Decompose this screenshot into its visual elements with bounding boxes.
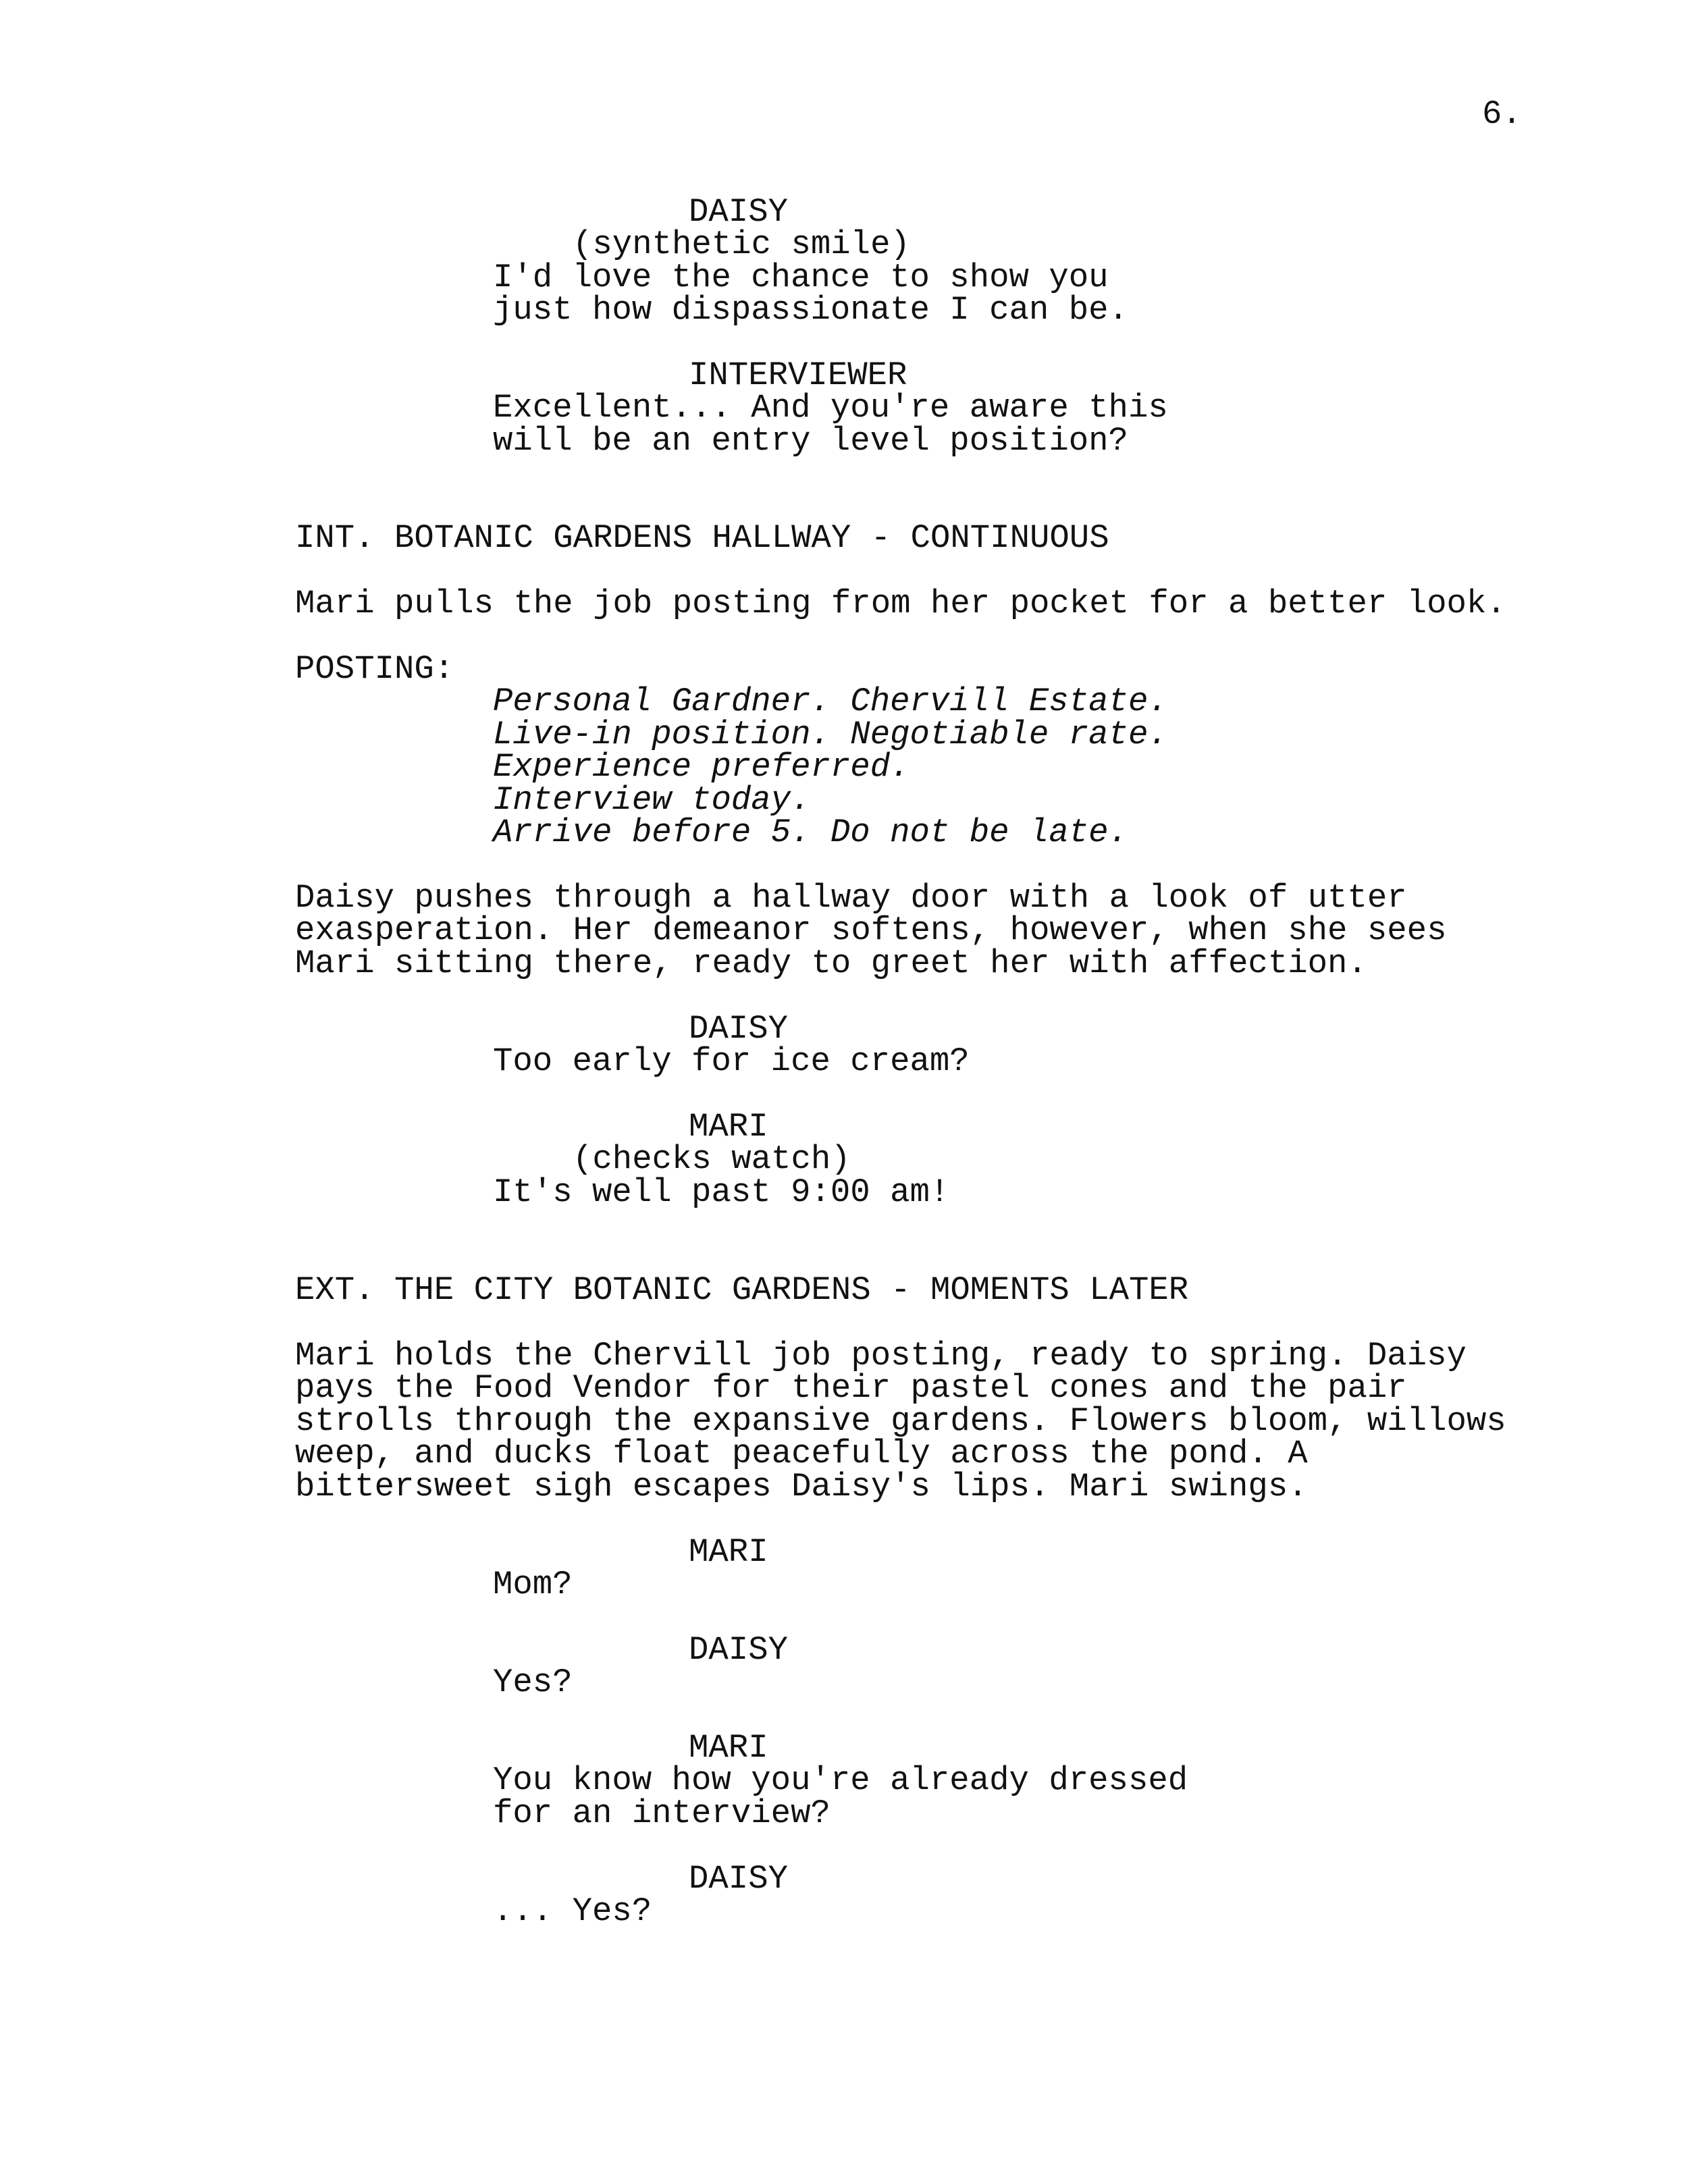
dialogue-line: just how dispassionate I can be. xyxy=(493,291,1128,329)
action-line: exasperation. Her demeanor softens, however, when she sees xyxy=(295,911,1447,949)
dialogue-line: Mom? xyxy=(493,1566,573,1603)
dialogue-line: You know how you're already dressed xyxy=(493,1761,1188,1799)
parenthetical: (synthetic smile) xyxy=(573,225,910,263)
dialogue-line: Too early for ice cream? xyxy=(493,1042,970,1080)
character-name: DAISY xyxy=(689,1860,789,1898)
action-line: weep, and ducks float peacefully across the pond. A xyxy=(295,1435,1308,1472)
posting-line: Arrive before 5. Do not be late. xyxy=(493,814,1128,851)
character-name: MARI xyxy=(689,1729,768,1767)
insert-label: POSTING: xyxy=(295,650,454,688)
scene-heading: INT. BOTANIC GARDENS HALLWAY - CONTINUOUS xyxy=(295,519,1109,557)
action-line: Daisy pushes through a hallway door with a look of utter xyxy=(295,879,1407,917)
posting-line: Personal Gardner. Chervill Estate. xyxy=(493,683,1168,720)
character-name: DAISY xyxy=(689,1631,789,1669)
character-name: DAISY xyxy=(689,1010,789,1048)
dialogue-line: for an interview? xyxy=(493,1794,830,1832)
action-line: Mari holds the Chervill job posting, ready to spring. Daisy xyxy=(295,1337,1467,1375)
character-name: INTERVIEWER xyxy=(689,356,907,394)
dialogue-line: will be an entry level position? xyxy=(493,422,1128,460)
dialogue-line: ... Yes? xyxy=(493,1892,652,1930)
action-line: pays the Food Vendor for their pastel cones and the pair xyxy=(295,1369,1407,1407)
character-name: MARI xyxy=(689,1533,768,1571)
character-name: MARI xyxy=(689,1108,768,1146)
dialogue-line: Excellent... And you're aware this xyxy=(493,389,1168,427)
dialogue-line: Yes? xyxy=(493,1663,573,1701)
scene-heading: EXT. THE CITY BOTANIC GARDENS - MOMENTS LATER xyxy=(295,1271,1189,1309)
action-line: Mari pulls the job posting from her pocket for a better look. xyxy=(295,585,1506,622)
dialogue-line: It's well past 9:00 am! xyxy=(493,1173,950,1211)
action-line: bittersweet sigh escapes Daisy's lips. Mari swings. xyxy=(295,1468,1308,1506)
character-name: DAISY xyxy=(689,193,789,231)
action-line: strolls through the expansive gardens. Flowers bloom, willows xyxy=(295,1402,1506,1440)
posting-line: Live-in position. Negotiable rate. xyxy=(493,716,1168,753)
posting-line: Interview today. xyxy=(493,781,811,819)
action-line: Mari sitting there, ready to greet her with affection. xyxy=(295,944,1367,982)
page-number: 6. xyxy=(1482,95,1522,133)
posting-line: Experience preferred. xyxy=(493,748,910,786)
dialogue-line: I'd love the chance to show you xyxy=(493,259,1109,296)
parenthetical: (checks watch) xyxy=(573,1140,851,1178)
